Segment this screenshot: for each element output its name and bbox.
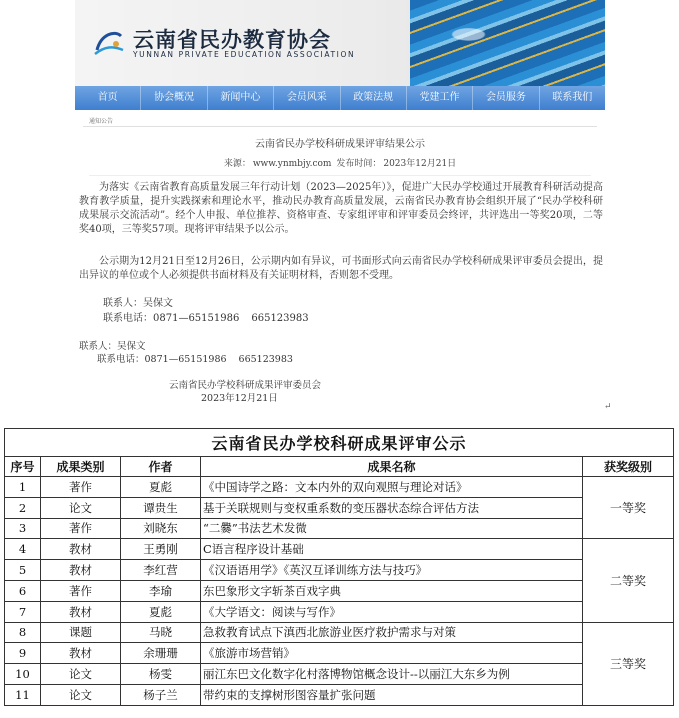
row-no: 8: [5, 622, 41, 643]
contact-person: 联系人：吴保文: [79, 341, 146, 352]
row-type: 教材: [41, 601, 121, 622]
table-row: [5, 518, 674, 539]
phone-label: 联系电话：: [103, 313, 153, 324]
contact-phone: [103, 309, 309, 324]
row-author: 夏彪: [121, 477, 201, 498]
table-row: [5, 497, 674, 518]
nav-policy[interactable]: 政策法规: [341, 86, 407, 110]
table-row: [5, 643, 674, 664]
row-type: 著作: [41, 580, 121, 601]
row-type: 论文: [41, 664, 121, 685]
nav-members[interactable]: 会员风采: [274, 86, 340, 110]
award-first: 一等奖: [583, 477, 674, 539]
site-name: 云南省民办教育协会: [133, 28, 331, 52]
row-type: 论文: [41, 497, 121, 518]
row-author: 马晓: [121, 622, 201, 643]
source-link[interactable]: www.ynmbjy.com: [252, 159, 332, 169]
header-award: 获奖级别: [583, 457, 674, 477]
nav-party[interactable]: 党建工作: [407, 86, 473, 110]
signature-org: 云南省民办学校科研成果评审委员会: [169, 380, 322, 391]
row-no: 1: [5, 477, 41, 498]
row-type: 教材: [41, 643, 121, 664]
row-author: 余珊珊: [121, 643, 201, 664]
award-third: 三等奖: [583, 622, 674, 705]
banner-image: [410, 0, 605, 86]
publish-time: 2023年12月21日: [383, 159, 457, 169]
row-author: 谭贵生: [121, 497, 201, 518]
phone-label: 联系电话：: [97, 354, 145, 365]
row-type: 论文: [41, 684, 121, 705]
row-no: 3: [5, 518, 41, 539]
notice-tab[interactable]: 通知公告: [89, 118, 114, 125]
row-author: 李红营: [121, 560, 201, 581]
article-title: 云南省民办学校科研成果评审结果公示: [255, 139, 425, 150]
row-author: 刘晓东: [121, 518, 201, 539]
article-paragraph-1: 为落实《云南省教育高质量发展三年行动计划（2023—2025年）》，促进广大民办学校通过开展教育科研活动提高教育教学质量，提升实践探索和理论水平，推动民办教育高质量发展，云南省民办教育协会组织开展了“民办学校科研成果展示交流活动”。经个人申报、单位推荐、资格审查、专家组评审和评审委员会终评，共评选出一等奖20项，二等奖40项，三等奖57项。现将评审结果予以公示。: [79, 182, 603, 235]
nav-service[interactable]: 会员服务: [473, 86, 539, 110]
row-no: 6: [5, 580, 41, 601]
row-title: 《旅游市场营销》: [201, 643, 583, 664]
contact-phone: [97, 351, 293, 365]
row-title: 《汉语语用学》《英汉互译训练方法与技巧》: [201, 560, 583, 581]
row-no: 9: [5, 643, 41, 664]
row-author: 王勇刚: [121, 539, 201, 560]
row-no: 11: [5, 684, 41, 705]
nav-about[interactable]: 协会概况: [141, 86, 207, 110]
header-type: 成果类别: [41, 457, 121, 477]
divider: [83, 126, 597, 127]
award-second: 二等奖: [583, 539, 674, 622]
table-row: [5, 560, 674, 581]
nav-contact[interactable]: 联系我们: [552, 92, 593, 103]
row-type: 教材: [41, 560, 121, 581]
row-title: C语言程序设计基础: [201, 539, 583, 560]
row-no: 2: [5, 497, 41, 518]
site-name-english: YUNNAN PRIVATE EDUCATION ASSOCIATION: [133, 50, 356, 59]
article-paragraph-2: 公示期为12月21日至12月26日，公示期内如有异议，可书面形式向云南省民办学校科研成果评审委员会提出，提出异议的单位或个人必须提供书面材料及有关证明材料，否则恕不受理。: [79, 256, 603, 281]
row-title: 带约束的支撑树形图容量扩张问题: [201, 684, 583, 705]
results-table: [4, 428, 674, 706]
table-row: [5, 622, 674, 643]
results-table-wrap: [4, 428, 673, 706]
header-author: 作者: [121, 457, 201, 477]
row-author: 李瑜: [121, 580, 201, 601]
nav-home[interactable]: 首页: [75, 86, 141, 110]
phone-number: 665123983: [238, 354, 293, 365]
divider: [89, 175, 591, 176]
row-title: 《大学语文：阅读与写作》: [201, 601, 583, 622]
article-meta: [75, 156, 605, 169]
row-title: 急救教育试点下滇西北旅游业医疗救护需求与对策: [201, 622, 583, 643]
row-type: 著作: [41, 518, 121, 539]
phone-number: 0871—65151986: [144, 354, 227, 365]
row-no: 4: [5, 539, 41, 560]
row-no: 5: [5, 560, 41, 581]
website-screenshot: [75, 0, 605, 404]
table-row: [5, 539, 674, 560]
row-type: 著作: [41, 477, 121, 498]
row-title: 丽江东巴文化数字化村落博物馆概念设计--以丽江大东乡为例: [201, 664, 583, 685]
site-banner: [75, 0, 605, 86]
phone-number: 0871—65151986: [153, 313, 240, 324]
association-logo-icon: [91, 24, 127, 60]
row-author: 杨雯: [121, 664, 201, 685]
row-type: 教材: [41, 539, 121, 560]
row-title: “二爨”书法艺术发微: [201, 518, 583, 539]
main-nav: [75, 86, 605, 110]
header-no: 序号: [5, 457, 41, 477]
row-author: 杨子兰: [121, 684, 201, 705]
time-label: 发布时间：: [336, 159, 382, 169]
nav-news[interactable]: 新闻中心: [208, 86, 274, 110]
table-caption: 云南省民办学校科研成果评审公示: [5, 429, 674, 457]
return-mark: ↵: [604, 402, 612, 412]
row-author: 夏彪: [121, 601, 201, 622]
table-row: [5, 477, 674, 498]
contact-person: 联系人：吴保文: [103, 298, 173, 309]
header-title: 成果名称: [201, 457, 583, 477]
row-title: 东巴象形文字斩茶百戏字典: [201, 580, 583, 601]
table-row: [5, 580, 674, 601]
row-no: 10: [5, 664, 41, 685]
table-row: [5, 684, 674, 705]
row-title: 《中国诗学之路：文本内外的双向观照与理论对话》: [201, 477, 583, 498]
source-label: 来源：: [223, 159, 251, 169]
table-row: [5, 601, 674, 622]
signature-date: 2023年12月21日: [201, 393, 278, 404]
row-type: 课题: [41, 622, 121, 643]
table-row: [5, 664, 674, 685]
phone-number: 665123983: [251, 313, 309, 324]
row-no: 7: [5, 601, 41, 622]
row-title: 基于关联规则与变权重系数的变压器状态综合评估方法: [201, 497, 583, 518]
